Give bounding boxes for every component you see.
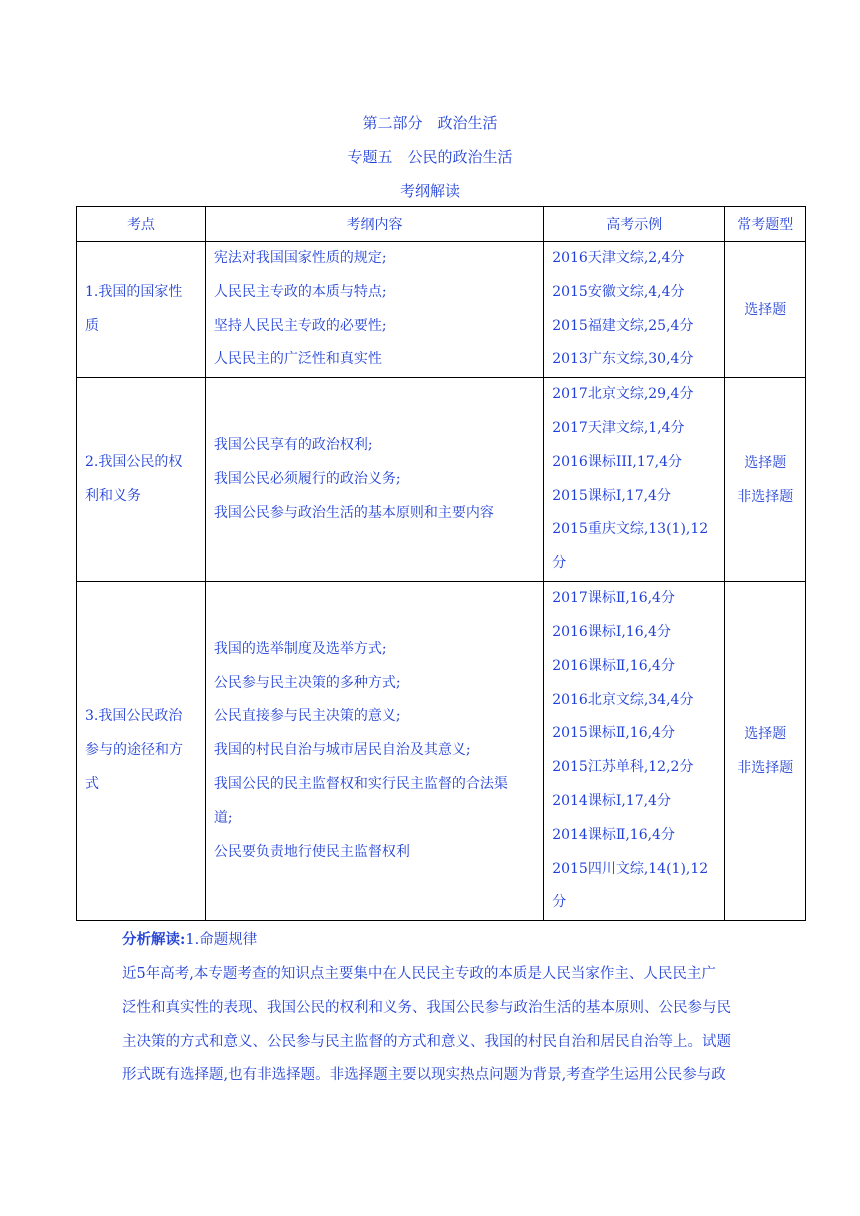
content-cell: 我国公民享有的政治权利; 我国公民必须履行的政治义务; 我国公民参与政治生活的基本原则和主要内容	[205, 378, 543, 582]
types-cell: 选择题	[725, 242, 806, 378]
examples-cell: 2016天津文综,2,4分 2015安徽文综,4,4分 2015福建文综,25,4分 2013广东文综,30,4分	[544, 242, 725, 378]
header-examples: 高考示例	[544, 207, 725, 242]
content-cell: 宪法对我国国家性质的规定; 人民民主专政的本质与特点; 坚持人民民主专政的必要性; 人民民主的广泛性和真实性	[205, 242, 543, 378]
part-title: 第二部分 政治生活	[362, 114, 498, 132]
analysis-label: 分析解读:	[122, 931, 186, 948]
topic-cell: 2.我国公民的权 利和义务	[77, 378, 206, 582]
analysis-paragraph: 近5年高考,本专题考查的知识点主要集中在人民民主专政的本质是人民当家作主、人民民主广 泛性和真实性的表现、我国公民的权利和义务、我国公民参与政治生活的基本原则、公民参与民 主决策的方式和意义、公民参与民主监督的方式和意义、我国的村民自治和居民自治等上。试题 形式既有选择题,也有非选择题。非选择题主要以现实热点问题为背景,考查学生运用公民参与政	[122, 966, 731, 1084]
topic-cell: 3.我国公民政治 参与的途径和方 式	[77, 582, 206, 921]
header-content: 考纲内容	[205, 207, 543, 242]
exam-outline-table	[76, 206, 806, 921]
table-header-row	[77, 207, 806, 242]
section-title: 考纲解读	[399, 182, 460, 200]
topic-cell: 1.我国的国家性 质	[77, 242, 206, 378]
types-cell: 选择题 非选择题	[725, 378, 806, 582]
topic-title: 专题五 公民的政治生活	[347, 148, 513, 166]
header-topic: 考点	[77, 207, 206, 242]
examples-cell: 2017课标Ⅱ,16,4分 2016课标Ⅰ,16,4分 2016课标Ⅱ,16,4分 2016北京文综,34,4分 2015课标Ⅱ,16,4分 2015江苏单科,12,2分 2014课标Ⅰ,17,4分 2014课标Ⅱ,16,4分 2015四川文综,14(1),12 分	[544, 582, 725, 921]
analysis-subheading: 1.命题规律	[185, 932, 258, 948]
table-row	[77, 378, 806, 582]
table-row	[77, 242, 806, 378]
types-cell: 选择题 非选择题	[725, 582, 806, 921]
examples-cell: 2017北京文综,29,4分 2017天津文综,1,4分 2016课标III,17,4分 2015课标Ⅰ,17,4分 2015重庆文综,13(1),12 分	[544, 378, 725, 582]
table-row	[77, 582, 806, 921]
header-types: 常考题型	[725, 207, 806, 242]
content-cell: 我国的选举制度及选举方式; 公民参与民主决策的多种方式; 公民直接参与民主决策的意义; 我国的村民自治与城市居民自治及其意义; 我国公民的民主监督权和实行民主监督的合法渠 道; 公民要负责地行使民主监督权利	[205, 582, 543, 921]
analysis-heading	[122, 928, 257, 949]
